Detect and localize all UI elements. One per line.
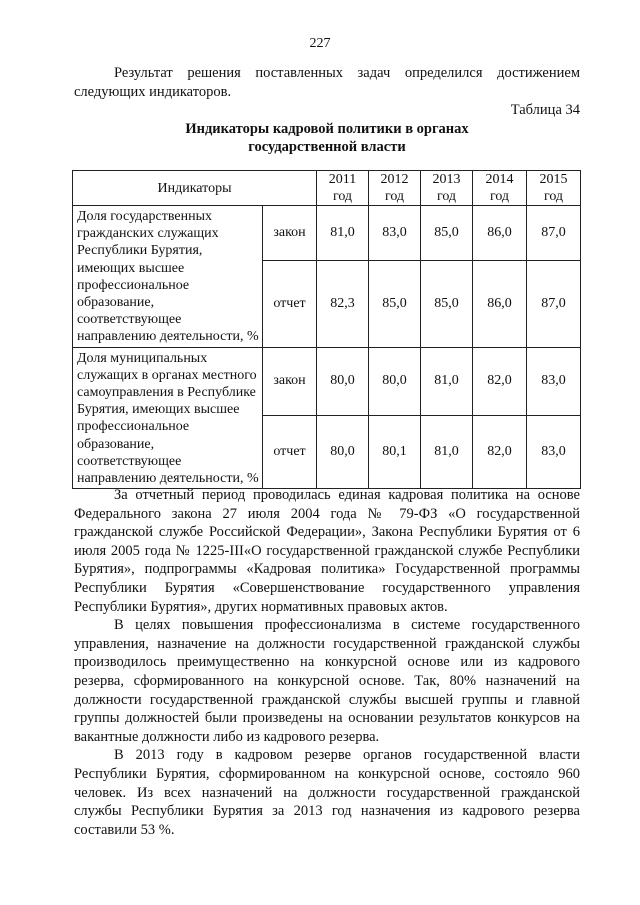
header-year [421,171,473,206]
table-cell: 83,0 [527,416,581,489]
row-type-report: отчет [263,261,317,347]
year-unit: год [384,189,405,204]
body-paragraph: В 2013 году в кадровом резерве органов государственной власти Республики Бурятия, сформированном на конкурсной основе, состояло 960 человек. Из всех назначений на должности государственной гражданской службы Республики Бурятия за 2013 год назначения из кадрового резерва составили 53 %. [74,747,580,838]
table-cell: 80,0 [317,416,369,489]
year-label: 2011 [328,172,357,187]
table-label: Таблица 34 [510,102,580,118]
year-label: 2013 [432,172,461,187]
table-cell: 80,0 [369,347,421,416]
table-cell: 81,0 [421,416,473,489]
table-cell: 85,0 [421,261,473,347]
body-text [74,486,580,839]
intro-paragraph: Результат решения поставленных задач определился достижением следующих индикаторов. [74,65,580,100]
table-cell: 83,0 [369,206,421,261]
indicator-description: Доля муниципальных служащих в органах местного самоуправления в Республике Бурятия, имеющих высшее профессиональное образование, соответствующее направлению деятельности, % [73,347,263,489]
table-header-row [73,171,581,206]
header-year [317,171,369,206]
indicators-table [72,170,581,489]
table-cell: 80,0 [317,347,369,416]
header-year [369,171,421,206]
row-type-report: отчет [263,416,317,489]
year-unit: год [332,189,353,204]
table-cell: 86,0 [473,206,527,261]
year-label: 2012 [380,172,409,187]
table-cell: 87,0 [527,206,581,261]
table-row [73,347,581,416]
table-cell: 80,1 [369,416,421,489]
year-label: 2014 [485,172,514,187]
table-cell: 83,0 [527,347,581,416]
table-cell: 82,0 [473,347,527,416]
body-paragraph: За отчетный период проводилась единая кадровая политика на основе Федерального закона 27 июля 2004 года № 79-ФЗ «О государственной гражданской службе Российской Федерации», Закона Республики Бурятия от 6 июля 2005 года № 1225-III«О государственной гражданской службе Республики Бурятия», подпрограммы «Кадровая политика» Государственной программы Республики Бурятия «Совершенствование государственного управления Республики Бурятия», других нормативных правовых актов. [74,487,580,615]
table-title [74,120,580,156]
table-cell: 85,0 [369,261,421,347]
table-row [73,206,581,261]
table-cell: 86,0 [473,261,527,347]
year-label: 2015 [539,172,568,187]
table-cell: 81,0 [317,206,369,261]
table-cell: 81,0 [421,347,473,416]
table-cell: 85,0 [421,206,473,261]
table-title-line-2: государственной власти [248,139,406,155]
year-unit: год [489,189,510,204]
year-unit: год [543,189,564,204]
header-indicators: Индикаторы [73,171,317,206]
row-type-law: закон [263,206,317,261]
page-number: 227 [309,36,331,51]
header-year [473,171,527,206]
year-unit: год [436,189,457,204]
row-type-law: закон [263,347,317,416]
indicator-description: Доля государственных гражданских служащих Республики Бурятия, имеющих высшее профессиональное образование, соответствующее направлению деятельности, % [73,206,263,348]
header-year [527,171,581,206]
table-title-line-1: Индикаторы кадровой политики в органах [185,121,469,137]
body-paragraph: В целях повышения профессионализма в системе государственного управления, назначение на должности государственной гражданской службы производилось преимущественно на конкурсной основе или из кадрового резерва, сформированного на конкурсной основе. Так, 80% назначений на должности государственной гражданской службы высшей группы и главной группы должностей были произведены на основании результатов конкурсов на вакантные должности либо из кадрового резерва. [74,617,580,745]
table-cell: 87,0 [527,261,581,347]
table-cell: 82,3 [317,261,369,347]
table-cell: 82,0 [473,416,527,489]
